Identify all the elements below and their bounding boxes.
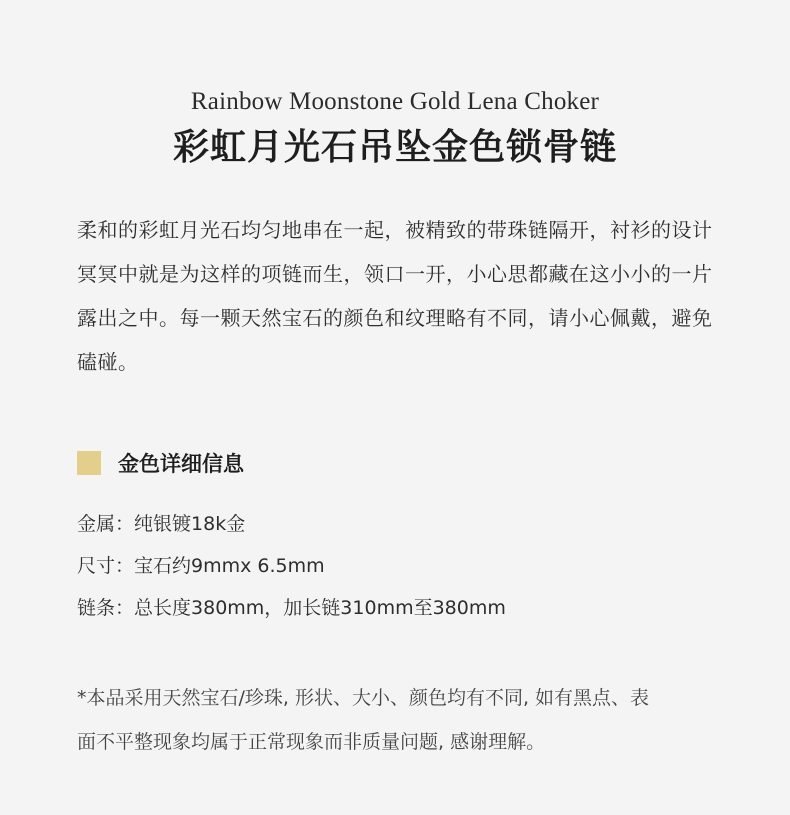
detail-label: 尺寸： [77, 555, 135, 577]
product-title-english: Rainbow Moonstone Gold Lena Choker [190, 88, 600, 115]
detail-value: 总长度380mm，加长链310mm至380mm [134, 597, 506, 619]
gold-swatch-icon [77, 451, 101, 475]
detail-value: 宝石约9mmx 6.5mm [134, 555, 325, 577]
detail-value: 纯银镀18k金 [134, 513, 246, 535]
product-title-chinese: 彩虹月光石吊坠金色锁骨链 [172, 126, 617, 168]
details-list [77, 503, 757, 629]
details-section-title: 金色详细信息 [118, 452, 244, 476]
detail-label: 链条： [77, 597, 135, 619]
detail-row-size [77, 545, 757, 587]
disclaimer-line: *本品采用天然宝石/珍珠, 形状、大小、颜色均有不同, 如有黑点、表 [77, 687, 650, 709]
disclaimer-note [77, 676, 757, 764]
detail-row-chain [77, 587, 757, 629]
detail-label: 金属： [77, 513, 135, 535]
detail-row-metal [77, 503, 757, 545]
disclaimer-line: 面不平整现象均属于正常现象而非质量问题, 感谢理解。 [77, 731, 546, 753]
details-section-header [77, 447, 244, 479]
product-description: 柔和的彩虹月光石均匀地串在一起，被精致的带珠链隔开，衬衫的设计冥冥中就是为这样的项链而生，领口一开，小心思都藏在这小小的一片露出之中。每一颗天然宝石的颜色和纹理略有不同，请小心佩戴，避免磕碰。 [77, 218, 713, 374]
